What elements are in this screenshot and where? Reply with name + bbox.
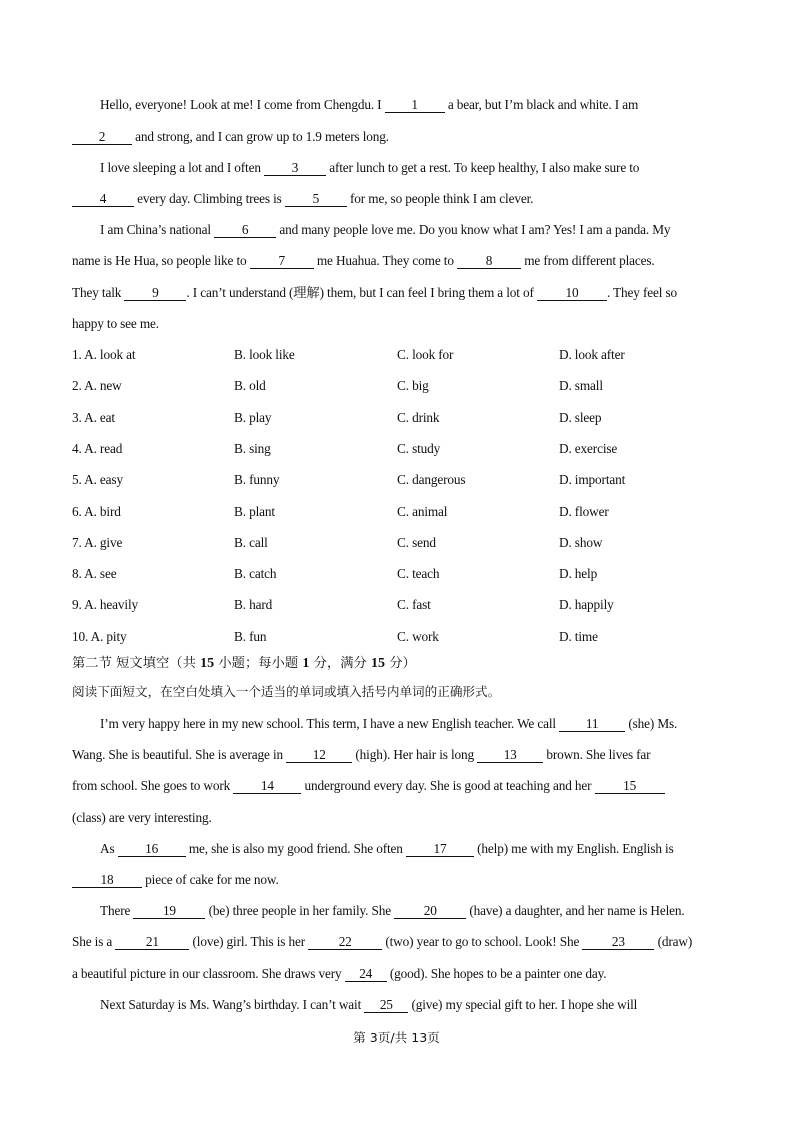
text: There (100, 903, 134, 918)
text: me, she is also my good friend. She often (185, 841, 406, 856)
option-a: 9. A. heavily (72, 597, 139, 612)
passage2-line (72, 934, 727, 950)
text: underground every day. She is good at teaching and her (301, 778, 595, 793)
page-number: 第 3页/共 13页 (353, 1030, 440, 1045)
option-a: 10. A. pity (72, 629, 127, 644)
option-b: B. look like (234, 347, 295, 362)
option-b: B. funny (234, 472, 280, 487)
text: from school. She goes to work (72, 778, 234, 793)
text: I’m very happy here in my new school. This term, I have a new English teacher. We call (100, 716, 560, 731)
blank-3: 3 (264, 161, 326, 176)
blank-18: 18 (72, 873, 142, 888)
option-c: C. drink (397, 410, 440, 425)
option-d: D. small (559, 378, 603, 393)
option-a: 7. A. give (72, 535, 123, 550)
option-b: B. hard (234, 597, 273, 612)
text: every day. Climbing trees is (134, 191, 285, 206)
passage1-line (72, 191, 727, 207)
text: 分，满分 (309, 656, 372, 671)
blank-21: 21 (115, 935, 189, 950)
text: and strong, and I can grow up to 1.9 meters long. (132, 129, 389, 144)
option-d: D. help (559, 566, 598, 581)
option-d: D. show (559, 535, 603, 550)
blank-7: 7 (250, 254, 314, 269)
option-b: B. old (234, 378, 266, 393)
text: and many people love me. Do you know what I am? Yes! I am a panda. My (276, 222, 671, 237)
blank-16: 16 (118, 842, 186, 857)
blank-17: 17 (406, 842, 474, 857)
passage2-line (100, 997, 727, 1013)
section-instruction: 阅读下面短文，在空白处填入一个适当的单词或填入括号内单词的正确形式。 (72, 684, 501, 699)
blank-6: 6 (214, 223, 276, 238)
text: name is He Hua, so people like to (72, 253, 250, 268)
text: (help) me with my English. English is (473, 841, 674, 856)
option-b: B. plant (234, 504, 275, 519)
text: (give) my special gift to her. I hope she will (408, 997, 638, 1012)
text: (good). She hopes to be a painter one day. (386, 966, 607, 981)
text: As (100, 841, 118, 856)
passage1-line (100, 160, 727, 176)
text: a beautiful picture in our classroom. She draws very (72, 966, 345, 981)
option-a: 4. A. read (72, 441, 123, 456)
option-c: C. animal (397, 504, 448, 519)
option-row (72, 629, 727, 645)
option-row (72, 504, 727, 520)
passage2-line (100, 841, 727, 857)
text: I love sleeping a lot and I often (100, 160, 265, 175)
option-row (72, 597, 727, 613)
passage2-line (72, 810, 727, 826)
option-a: 3. A. eat (72, 410, 115, 425)
passage2-line (72, 872, 727, 888)
blank-20: 20 (394, 904, 466, 919)
option-d: D. important (559, 472, 626, 487)
blank-11: 11 (559, 717, 625, 732)
option-b: B. play (234, 410, 272, 425)
text: me Huahua. They come to (313, 253, 458, 268)
blank-25: 25 (364, 998, 408, 1013)
option-d: D. happily (559, 597, 614, 612)
option-a: 1. A. look at (72, 347, 136, 362)
passage2-line (72, 778, 727, 794)
option-c: C. look for (397, 347, 454, 362)
blank-8: 8 (457, 254, 521, 269)
option-b: B. call (234, 535, 268, 550)
text: She is a (72, 934, 116, 949)
blank-4: 4 (72, 192, 134, 207)
text: (class) are very interesting. (72, 810, 212, 825)
text: (high). Her hair is long (352, 747, 478, 762)
blank-2: 2 (72, 130, 132, 145)
blank-23: 23 (582, 935, 654, 950)
text: piece of cake for me now. (142, 872, 279, 887)
option-b: B. fun (234, 629, 267, 644)
text: . They feel so (606, 285, 677, 300)
passage1-line (72, 253, 727, 269)
text: (draw) (654, 934, 693, 949)
option-row (72, 347, 727, 363)
text: after lunch to get a rest. To keep healthy, I also make sure to (326, 160, 640, 175)
option-d: D. exercise (559, 441, 618, 456)
blank-5: 5 (285, 192, 347, 207)
option-a: 5. A. easy (72, 472, 123, 487)
option-row (72, 566, 727, 582)
text: 分） (385, 656, 416, 671)
option-row (72, 441, 727, 457)
text: happy to see me. (72, 316, 159, 331)
section-title (72, 655, 416, 672)
option-row (72, 378, 727, 394)
option-row (72, 472, 727, 488)
text: brown. She lives far (543, 747, 651, 762)
option-c: C. work (397, 629, 439, 644)
passage1-line (72, 129, 727, 145)
blank-19: 19 (133, 904, 205, 919)
blank-22: 22 (308, 935, 382, 950)
text: a bear, but I’m black and white. I am (444, 97, 639, 112)
text: Hello, everyone! Look at me! I come from Chengdu. I (100, 97, 385, 112)
blank-24: 24 (345, 967, 387, 982)
text: They talk (72, 285, 125, 300)
text: me from different places. (521, 253, 655, 268)
blank-10: 10 (537, 286, 607, 301)
text: 第二节 短文填空（共 (72, 656, 201, 671)
option-d: D. flower (559, 504, 609, 519)
option-c: C. big (397, 378, 429, 393)
passage1-line (72, 316, 727, 332)
text: 15 (371, 656, 386, 671)
option-a: 6. A. bird (72, 504, 121, 519)
text: (be) three people in her family. She (205, 903, 395, 918)
option-b: B. sing (234, 441, 271, 456)
option-b: B. catch (234, 566, 277, 581)
option-row (72, 410, 727, 426)
passage2-line (100, 716, 727, 732)
blank-13: 13 (477, 748, 543, 763)
passage2-line (72, 747, 727, 763)
option-c: C. dangerous (397, 472, 466, 487)
option-a: 8. A. see (72, 566, 117, 581)
text: for me, so people think I am clever. (346, 191, 534, 206)
blank-1: 1 (385, 98, 445, 113)
text: Next Saturday is Ms. Wang’s birthday. I can’t wait (100, 997, 365, 1012)
text: (have) a daughter, and her name is Helen. (466, 903, 685, 918)
option-d: D. sleep (559, 410, 602, 425)
option-d: D. time (559, 629, 598, 644)
option-c: C. send (397, 535, 436, 550)
option-c: C. study (397, 441, 441, 456)
text: 15 (200, 656, 215, 671)
passage1-line (100, 222, 727, 238)
option-c: C. fast (397, 597, 431, 612)
text: . I can’t understand (理解) them, but I can feel I bring them a lot of (186, 285, 537, 300)
option-d: D. look after (559, 347, 625, 362)
text: (she) Ms. (625, 716, 678, 731)
option-row (72, 535, 727, 551)
blank-14: 14 (233, 779, 301, 794)
blank-15: 15 (595, 779, 665, 794)
passage1-line (100, 97, 727, 113)
option-a: 2. A. new (72, 378, 122, 393)
text: Wang. She is beautiful. She is average in (72, 747, 287, 762)
passage1-line (72, 285, 727, 301)
text: 小题；每小题 (214, 656, 303, 671)
blank-12: 12 (286, 748, 352, 763)
text: I am China’s national (100, 222, 215, 237)
passage2-line (72, 966, 727, 982)
passage2-line (100, 903, 727, 919)
option-c: C. teach (397, 566, 440, 581)
text: (two) year to go to school. Look! She (382, 934, 583, 949)
blank-9: 9 (124, 286, 186, 301)
text: (love) girl. This is her (189, 934, 309, 949)
text: 1 (302, 656, 310, 671)
